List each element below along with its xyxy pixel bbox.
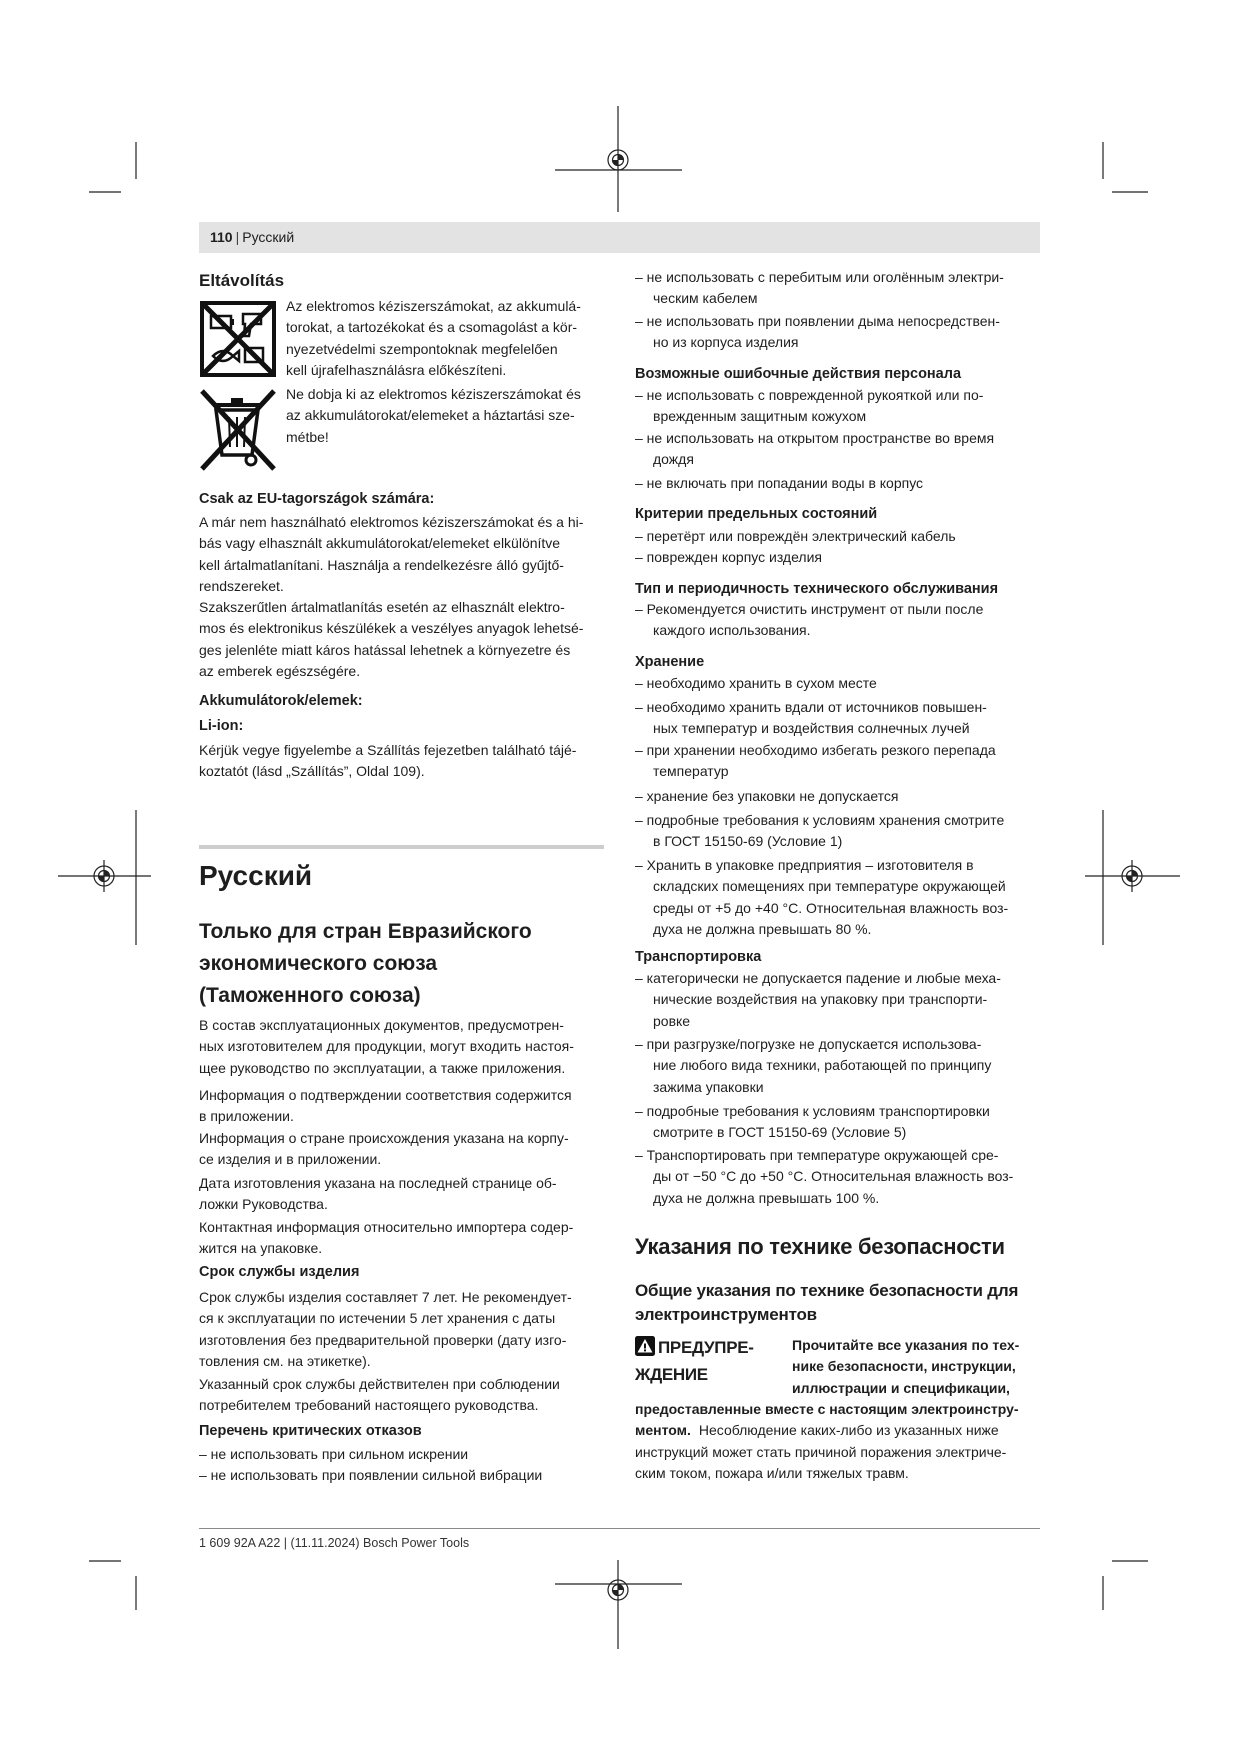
warning-label-line: ЖДЕНИЕ (635, 1365, 708, 1384)
header-section: Русский (242, 229, 295, 245)
heading-line: (Таможенного союза) (199, 984, 421, 1007)
text-line: A már nem használható elektromos kéziszerszámokat és a hi- (199, 514, 584, 530)
text-line: az emberek egészségére. (199, 663, 361, 680)
text-line: нике безопасности, инструкции, (792, 1358, 1016, 1375)
list-item: – не использовать при появлении сильной вибрации (199, 1467, 543, 1484)
heading-text: Русский (199, 860, 313, 891)
registration-mark-top (555, 106, 682, 212)
text-line: ges jelenléte miatt káros hatással lehetnek a környezetre és (199, 641, 571, 658)
eaeu-heading (199, 916, 532, 1012)
section-divider (199, 845, 604, 849)
text-line: ды от −50 °C до +50 °C. Относительная влажность воз- (653, 1168, 1014, 1185)
text-line: нические воздействия на упаковку при транспорти- (653, 991, 988, 1008)
text-line: Контактная информация относительно импортера содер- (199, 1219, 574, 1235)
page-header (199, 222, 1040, 253)
transport-heading (635, 947, 761, 968)
eu-paragraph-2 (199, 597, 583, 683)
list-item (635, 1034, 991, 1098)
text-line: bás vagy elhasznált akkumulátorokat/elemeket elkülönítve (199, 535, 561, 552)
text-line: – не включать при попадании воды в корпус (635, 475, 924, 491)
text-line: – не использовать с перебитым или оголённым электри- (635, 269, 1004, 285)
text-line: складских помещениях при температуре окружающей (653, 878, 1006, 895)
list-item (635, 599, 983, 642)
heading-text: Срок службы изделия (199, 1264, 360, 1280)
text-line: Информация о стране происхождения указана на корпу- (199, 1130, 569, 1146)
li-ion-paragraph (199, 740, 576, 783)
text-line: но из корпуса изделия (653, 334, 799, 351)
service-life-paragraph-1 (199, 1287, 572, 1373)
text-line: ных температур и воздействия солнечных лучей (653, 720, 970, 737)
text-line: ровке (653, 1012, 691, 1029)
text-line: mos és elektronikus készülékek a veszélyes anyagok lehetsé- (199, 620, 584, 637)
list-item (635, 1101, 990, 1144)
list-item (635, 673, 877, 694)
text-line: – при хранении необходимо избегать резкого перепада (635, 742, 996, 758)
li-ion-heading (199, 716, 243, 737)
section-title (199, 859, 312, 893)
text-line: – Рекомендуется очистить инструмент от пыли после (635, 601, 984, 617)
list-item (635, 810, 1004, 853)
safety-subheading (635, 1279, 1018, 1327)
text-line: – необходимо хранить в сухом месте (635, 675, 877, 691)
heading-text: Csak az EU-tagországok számára: (199, 491, 435, 507)
text-line: – категорически не допускается падение и любые меха- (635, 970, 1001, 986)
text-line: жится на упаковке. (199, 1240, 323, 1257)
text-line: иллюстрации и спецификации, (792, 1379, 1010, 1396)
heading-line: экономического союза (199, 952, 438, 975)
text-line: ским током, пожара и/или тяжелых травм. (635, 1465, 909, 1482)
eu-paragraph-1 (199, 512, 583, 598)
text-line (635, 1420, 1019, 1441)
list-item (635, 697, 987, 740)
registration-mark-right (1085, 810, 1180, 945)
text-line: дождя (653, 451, 694, 468)
text-line: métbe! (286, 428, 329, 445)
list-item (635, 786, 899, 807)
text-line: Срок службы изделия составляет 7 лет. Не рекомендует- (199, 1289, 572, 1305)
text-line: В состав эксплуатационных документов, предусмотрен- (199, 1017, 564, 1033)
list-item (635, 740, 996, 783)
heading-line: Только для стран Евразийского (199, 920, 532, 943)
heading-text: Перечень критических отказов (199, 1423, 422, 1439)
date-paragraph (199, 1173, 557, 1216)
text-line: температур (653, 763, 729, 780)
heading-line: Общие указания по технике безопасности для (635, 1281, 1019, 1300)
text-line: ние любого вида техники, работающей по принципу (653, 1057, 992, 1074)
safety-heading (635, 1232, 1005, 1262)
bold-text: ментом. (635, 1422, 691, 1439)
crop-mark-top-left (89, 142, 136, 192)
crop-mark-bottom-left (89, 1561, 136, 1610)
warning-text (635, 1399, 1019, 1485)
text-line: – не использовать с поврежденной рукояткой или по- (635, 387, 984, 403)
list-item: – поврежден корпус изделия (635, 549, 822, 566)
text-line: Szakszerűtlen ártalmatlanítás esetén az elhasznált elektro- (199, 599, 565, 615)
list-item (635, 855, 1008, 941)
text-line: товления см. на этикетке). (199, 1353, 371, 1370)
docs-paragraph (199, 1015, 574, 1079)
heading-text: Хранение (635, 654, 705, 670)
page-footer: 1 609 92A A22 | (11.11.2024) Bosch Power Tools (199, 1536, 470, 1550)
text-line: се изделия и в приложении. (199, 1151, 382, 1168)
warning-triangle-icon (635, 1336, 655, 1356)
text-line: – подробные требования к условиям хранения смотрите (635, 812, 1005, 828)
list-item: – не использовать при сильном искрении (199, 1446, 469, 1462)
crossed-out-tools-packaging-icon (199, 300, 277, 378)
origin-paragraph (199, 1128, 569, 1171)
heading-text: Тип и периодичность технического обслуживания (635, 581, 999, 597)
text-line: Информация о подтверждении соответствия содержится (199, 1087, 572, 1103)
registration-mark-left (58, 810, 151, 945)
text-line: духа не должна превышать 80 %. (653, 921, 872, 938)
text-line: kell újrafelhasználásra előkészíteni. (286, 362, 507, 379)
text-line: инструкций может стать причиной поражения электриче- (635, 1443, 1007, 1460)
importer-paragraph (199, 1217, 573, 1260)
text-line: nyezetvédelmi szempontoknak megfelelően (286, 340, 558, 357)
text-line: – не использовать на открытом пространстве во время (635, 430, 995, 446)
list-item (635, 968, 1001, 1032)
warning-label-text: ПРЕДУПРЕ- (658, 1338, 754, 1357)
disposal-note-2 (286, 384, 581, 448)
crossed-out-wheelie-bin-icon (199, 387, 277, 471)
text-line: – хранение без упаковки не допускается (635, 788, 899, 804)
text-line: Дата изготовления указана на последней странице об- (199, 1175, 557, 1191)
list-item (635, 311, 1000, 354)
text-line: torokat, a tartozékokat és a csomagolást a kör- (286, 319, 578, 336)
header-separator: | (235, 229, 240, 245)
warning-intro (792, 1335, 1019, 1399)
text-line: Указанный срок службы действителен при соблюдении (199, 1376, 560, 1392)
storage-heading (635, 652, 704, 673)
text-line: ческим кабелем (653, 290, 758, 307)
heading-text: Транспортировка (635, 949, 762, 965)
text-line: – необходимо хранить вдали от источников повышен- (635, 699, 987, 715)
text-line: Az elektromos kéziszerszámokat, az akkumulá- (286, 298, 581, 314)
heading-text: Li-ion: (199, 718, 244, 734)
limits-heading (635, 504, 877, 525)
text-line: – при разгрузке/погрузке не допускается использова- (635, 1036, 982, 1052)
text-line: зажима упаковки (653, 1078, 764, 1095)
page-number: 110 (210, 229, 233, 245)
text-line: предоставленные вместе с настоящим электроинстру- (635, 1401, 1019, 1417)
disposal-note-1 (286, 296, 581, 382)
warning-label-line (635, 1334, 754, 1361)
list-item (635, 473, 923, 494)
warning-label (635, 1334, 754, 1388)
heading-text: Возможные ошибочные действия персонала (635, 366, 962, 382)
text-line: ных изготовителем для продукции, могут входить настоя- (199, 1038, 574, 1055)
text-line: смотрите в ГОСТ 15150-69 (Условие 5) (653, 1124, 907, 1141)
text-line: kell ártalmatlanítani. Használja a rendelkezésre álló gyűjtő- (199, 556, 564, 573)
crop-mark-bottom-right (1103, 1561, 1148, 1610)
text-line: ложки Руководства. (199, 1196, 328, 1213)
text-line: Ne dobja ki az elektromos kéziszerszámokat és (286, 386, 581, 402)
failures-heading (199, 1421, 422, 1442)
text-line: в приложении. (199, 1108, 294, 1125)
list-item (635, 1145, 1013, 1209)
crop-mark-top-right (1103, 142, 1148, 192)
text-line: изготовления без предварительной проверки (дату изго- (199, 1331, 567, 1348)
heading-text: Eltávolítás (199, 271, 285, 290)
text-line: врежденным защитным кожухом (653, 408, 867, 425)
eu-heading (199, 489, 434, 510)
footer-divider (199, 1528, 1040, 1529)
service-life-heading (199, 1262, 359, 1283)
text-line: Kérjük vegye figyelembe a Szállítás fejezetben található tájé- (199, 742, 577, 758)
service-life-paragraph-2 (199, 1374, 560, 1417)
errors-heading (635, 364, 961, 385)
text-line: ся к эксплуатации по истечении 5 лет хранения с даты (199, 1310, 556, 1327)
text-line: – не использовать при появлении дыма непосредствен- (635, 313, 1000, 329)
limits-list (635, 526, 956, 569)
conformity-paragraph (199, 1085, 572, 1128)
text-line: rendszereket. (199, 578, 284, 595)
batteries-heading (199, 691, 363, 712)
text-line: каждого использования. (653, 622, 811, 639)
text-line: Прочитайте все указания по тех- (792, 1337, 1020, 1353)
text-line: потребителем требований настоящего руководства. (199, 1397, 539, 1414)
text-line: – подробные требования к условиям транспортировки (635, 1103, 990, 1119)
text-line: koztatót (lásd „Szállítás”, Oldal 109). (199, 763, 425, 780)
text-line: – Транспортировать при температуре окружающей сре- (635, 1147, 999, 1163)
heading-text: Критерии предельных состояний (635, 506, 878, 522)
text-line: az akkumulátorokat/elemeket a háztartási sze- (286, 407, 575, 424)
disposal-heading (199, 270, 284, 292)
heading-line: электроинструментов (635, 1305, 817, 1324)
list-item (635, 385, 983, 428)
heading-text: Указания по технике безопасности (635, 1234, 1005, 1259)
failures-list (199, 1444, 542, 1487)
text-line: среды от +5 до +40 °C. Относительная влажность воз- (653, 899, 1009, 916)
text-line: в ГОСТ 15150-69 (Условие 1) (653, 833, 843, 850)
text-line: – Хранить в упаковке предприятия – изготовителя в (635, 857, 974, 873)
list-item (635, 267, 1004, 310)
heading-text: Akkumulátorok/elemek: (199, 693, 363, 709)
list-item (635, 428, 994, 471)
plain-text: Несоблюдение каких-либо из указанных ниже (698, 1422, 999, 1439)
list-item: – перетёрт или повреждён электрический кабель (635, 528, 956, 544)
maintenance-heading (635, 579, 998, 600)
text-line: щее руководство по эксплуатации, а также приложения. (199, 1059, 566, 1076)
text-line: духа не должна превышать 100 %. (653, 1189, 880, 1206)
registration-mark-bottom (555, 1560, 682, 1649)
